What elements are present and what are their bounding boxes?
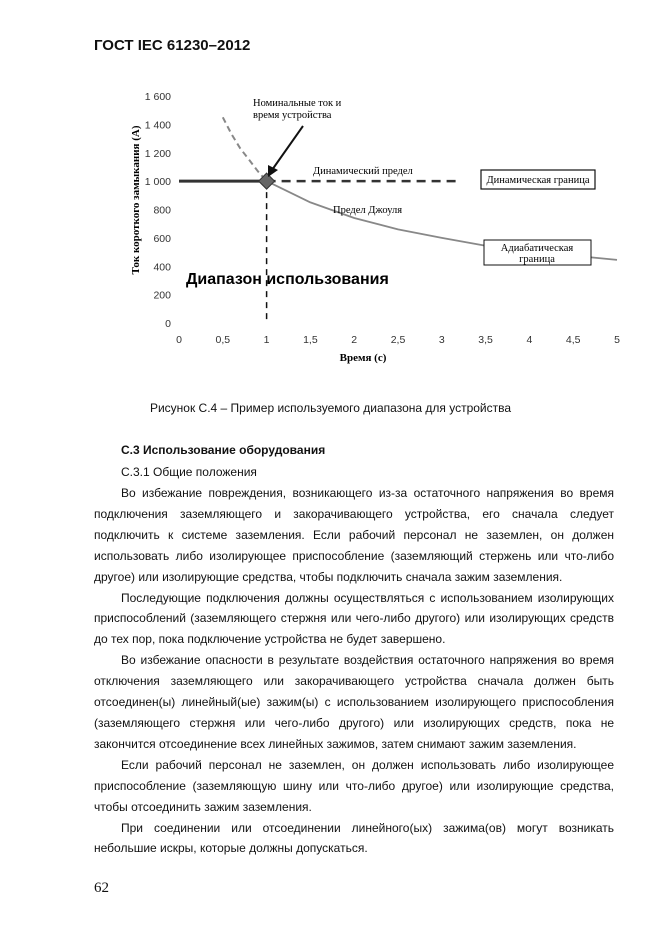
annotation-nominal-line2: время устройства: [253, 110, 332, 121]
subsection-title: С.3.1 Общие положения: [121, 465, 257, 479]
x-axis-ticks: [176, 334, 620, 346]
body-text: [94, 483, 614, 859]
y-tick-label: 400: [153, 261, 171, 274]
series-line-dashed-thin: [223, 117, 267, 181]
paragraph: При соединении или отсоединении линейного(ых) зажима(ов) могут возникать небольшие искры, которые должны допускаться.: [94, 820, 614, 856]
usage-range-chart: [0, 0, 661, 395]
section-title: С.3 Использование оборудования: [121, 443, 326, 457]
annotation-adiabatic-line2: граница: [519, 254, 555, 265]
x-tick-label: 0: [176, 334, 182, 346]
y-tick-label: 800: [153, 204, 171, 217]
x-tick-label: 1,5: [303, 334, 318, 346]
annotation-nominal-line1: Номинальные ток и: [253, 98, 342, 109]
annotation-dynamic-boundary: Динамическая граница: [486, 175, 590, 186]
chart-markers: [259, 173, 275, 189]
annotation-usage-range: Диапазон использования: [186, 271, 389, 288]
figure-caption: Рисунок С.4 – Пример используемого диапазона для устройства: [149, 401, 512, 415]
x-tick-label: 2,5: [390, 334, 406, 346]
annotation-joule-limit: Предел Джоуля: [333, 205, 403, 216]
x-tick-label: 4: [526, 334, 533, 346]
annotation-adiabatic-line1: Адиабатическая: [500, 243, 574, 254]
y-tick-label: 1 000: [144, 176, 171, 189]
x-tick-label: 4,5: [565, 334, 581, 346]
y-tick-label: 600: [153, 232, 171, 245]
y-axis-ticks: [145, 91, 171, 330]
x-axis-label: Время (с): [339, 352, 387, 364]
x-tick-label: 2: [351, 334, 358, 346]
annotation-arrow-head: [268, 165, 278, 177]
nominal-point-marker: [259, 173, 275, 189]
x-tick-label: 1: [263, 334, 270, 346]
x-tick-label: 5: [614, 334, 620, 346]
x-tick-label: 3,5: [478, 334, 493, 346]
y-tick-label: 1 400: [144, 119, 171, 132]
y-tick-label: 200: [153, 289, 171, 302]
x-tick-label: 3: [438, 334, 445, 346]
paragraph: Во избежание повреждения, возникающего из-за остаточного напряжения во время подключения заземляющего и закорачивающего устройства, его сначала следует подключить к системе заземления. Если рабочий персонал не заземлен, он должен использовать либо изолирующее приспособление (заземляющий стержень или что-либо другое) или изолирующие средства, чтобы подключить сначала зажим заземления.: [94, 486, 614, 584]
paragraph: Последующие подключения должны осуществляться с использованием изолирующих приспособлений (заземляющего стержня или чего-либо другого) или изолирующих средств до тех пор, пока подключение устройства не будет завершено.: [94, 590, 614, 647]
chart-series: [179, 117, 617, 323]
paragraph: Во избежание опасности в результате воздействия остаточного напряжения во время отключения заземляющего или закорачивающего устройства сначала должен быть отсоединен(ы) линейный(ые) зажим(ы) с использованием изолирующего приспособления (заземляющего стержня или чего-либо другого) или изолирующих средств, пока не закончится отсоединение всех линейных зажимов, затем снимают зажим заземления.: [94, 653, 614, 751]
paragraph: Если рабочий персонал не заземлен, он должен использовать либо изолирующее приспособление (заземляющую шину или что-либо другое) или изолирующие средства, чтобы отсоединить зажим заземления.: [94, 757, 614, 814]
x-tick-label: 0,5: [215, 334, 231, 346]
document-header: ГОСТ IEC 61230–2012: [94, 37, 251, 54]
y-tick-label: 1 200: [144, 147, 171, 160]
y-axis-label: Ток короткого замыкания (А): [130, 125, 142, 275]
y-tick-label: 1 600: [144, 91, 171, 103]
annotation-arrow-line: [272, 126, 303, 170]
page-number: 62: [94, 880, 109, 896]
annotation-dynamic-limit: Динамический предел: [313, 166, 413, 177]
y-tick-label: 0: [165, 318, 171, 330]
